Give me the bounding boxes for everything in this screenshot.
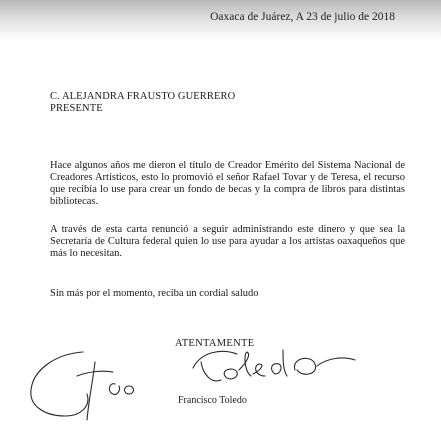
body-paragraph-1: Hace algunos años me dieron el título de Creador Emérito del Sistema Nacional de Creadores Artísticos, esto lo promovió el señor Rafael Tovar y de Teresa, el recurso que recibía lo use para crear un fondo de becas y la compra de libros para distintas bibliotecas. xyxy=(50,160,405,207)
letter-date: Oaxaca de Juárez, A 23 de julio de 2018 xyxy=(210,11,395,23)
recipient-name: C. ALEJANDRA FRAUSTO GUERRERO xyxy=(50,91,236,102)
handwritten-signature xyxy=(25,340,385,425)
recipient-presente: PRESENTE xyxy=(50,103,103,114)
body-paragraph-2: A través de esta carta renunció a seguir administrando este dinero y que sea la Secretaría de Cultura federal quien lo use para ayudar a los artistas oaxaqueños que más lo necesitan. xyxy=(50,224,405,259)
addressee-block xyxy=(50,91,235,115)
closing-line: Sin más por el momento, reciba un cordial saludo xyxy=(50,288,259,299)
sign-off: ATENTAMENTE xyxy=(175,338,255,349)
signer-name: Francisco Toledo xyxy=(178,395,247,406)
